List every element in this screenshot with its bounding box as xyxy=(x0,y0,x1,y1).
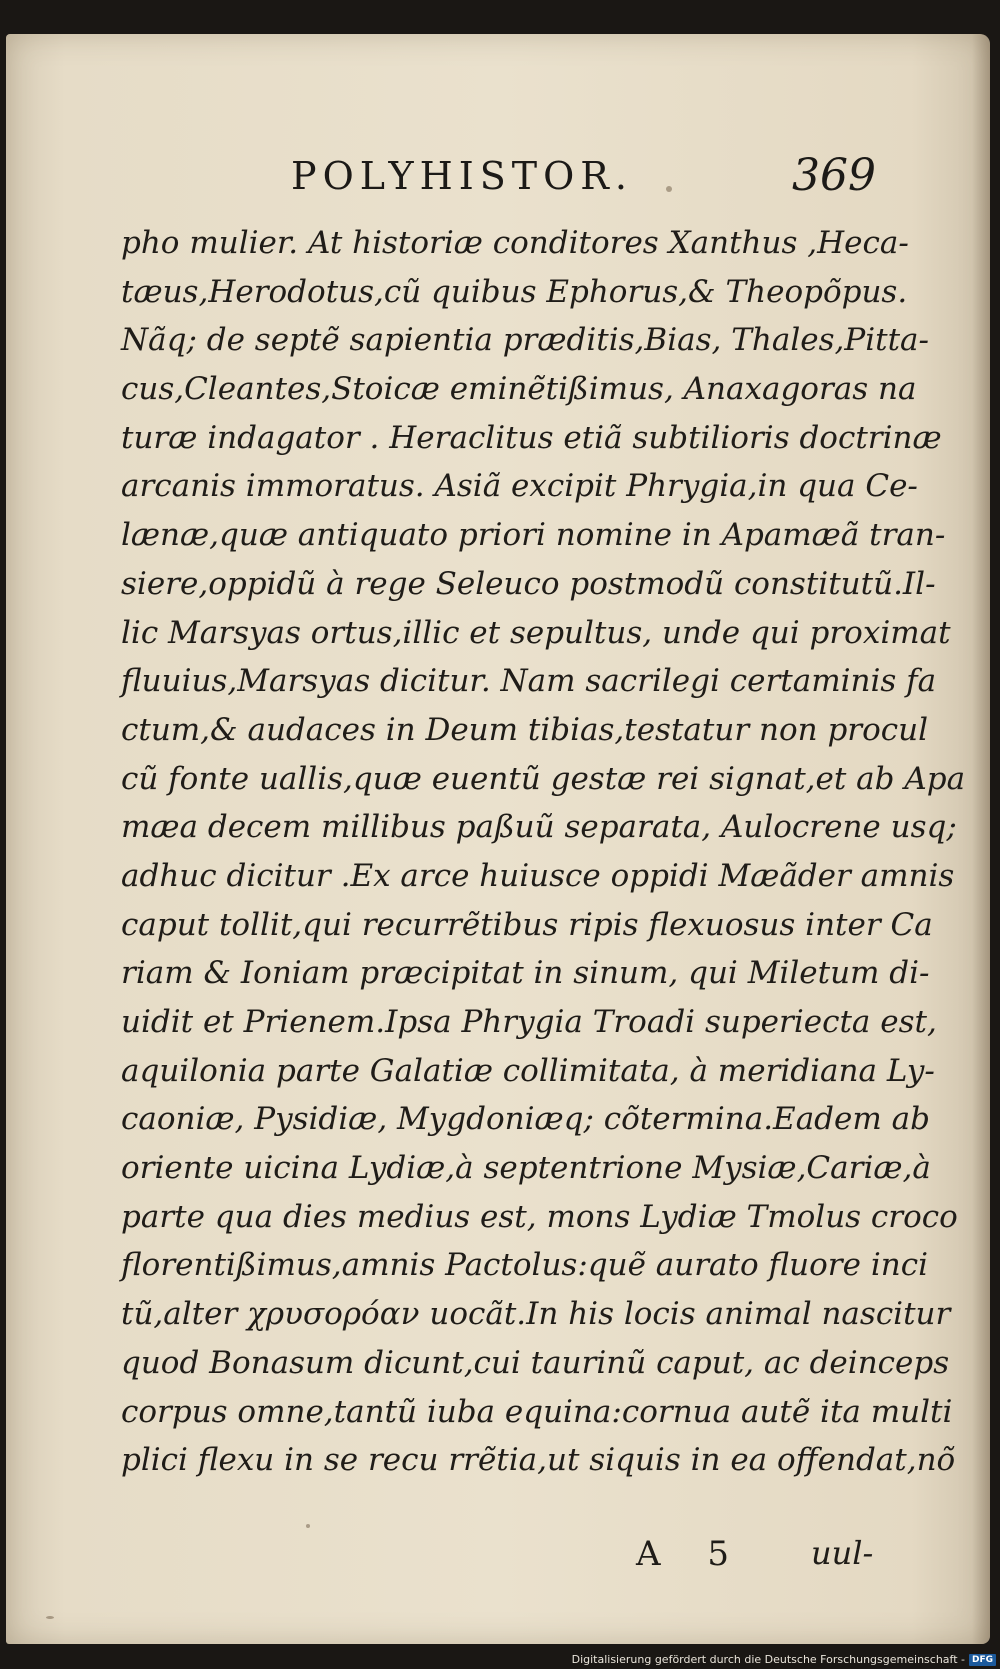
text-line: parte qua dies medius est, mons Lydiæ Tmolus croco xyxy=(121,1198,958,1235)
text-line: pho mulier. At historiæ conditores Xanthus ,Heca- xyxy=(121,225,909,261)
text-line: arcanis immoratus. Asiã excipit Phrygia,in qua Ce- xyxy=(121,468,918,505)
text-line: tæus,Herodotus,cũ quibus Ephorus,& Theopõpus. xyxy=(121,273,908,310)
text-line: turæ indagator . Heraclitus etiã subtilioris doctrinæ xyxy=(121,419,942,456)
digitization-footer xyxy=(560,1650,1000,1669)
text-line: caput tollit,qui recurrẽtibus ripis flexuosus inter Ca xyxy=(121,906,933,943)
text-line: florentißimus,amnis Pactolus:quẽ aurato fluore inci xyxy=(121,1247,928,1284)
text-line: oriente uicina Lydiæ,à septentrione Mysiæ,Cariæ,à xyxy=(121,1150,931,1187)
page-number: 369 xyxy=(792,150,876,201)
text-line: Nãq; de septẽ sapientia præditis,Bias, Thales,Pitta- xyxy=(121,322,929,359)
paper-speck xyxy=(46,1616,54,1619)
running-title: POLYHISTOR. xyxy=(291,154,633,198)
text-line: plici flexu in se recu rrẽtia,ut siquis in ea offendat,nõ xyxy=(121,1442,956,1479)
catchline xyxy=(6,1534,990,1594)
text-line: lic Marsyas ortus,illic et sepultus, unde qui proximat xyxy=(121,614,951,651)
text-line: cus,Cleantes,Stoicæ eminẽtißimus, Anaxagoras na xyxy=(121,371,917,408)
text-line: riam & Ioniam præcipitat in sinum, qui Miletum di- xyxy=(121,955,930,992)
dfg-logo-icon: DFG xyxy=(969,1654,996,1666)
text-line: tũ,alter χρυσορόαν uocãt.In his locis animal nascitur xyxy=(121,1296,951,1333)
body-text xyxy=(121,219,966,1485)
signature-mark: A 5 xyxy=(636,1534,747,1574)
text-line: mæa decem millibus paßuũ separata, Aulocrene usq; xyxy=(121,809,957,846)
text-line: caoniæ, Pysidiæ, Mygdoniæq; cõtermina.Eadem ab xyxy=(121,1101,930,1138)
text-line: quod Bonasum dicunt,cui taurinũ caput, ac deinceps xyxy=(121,1344,950,1381)
text-line: uidit et Prienem.Ipsa Phrygia Troadi superiecta est, xyxy=(121,1004,937,1040)
text-line: corpus omne,tantũ iuba equina:cornua autẽ ita multi xyxy=(121,1393,953,1430)
text-line: fluuius,Marsyas dicitur. Nam sacrilegi certaminis fa xyxy=(121,663,937,700)
text-line: adhuc dicitur .Ex arce huiusce oppidi Mæãder amnis xyxy=(121,857,955,894)
paper-speck xyxy=(666,186,672,192)
book-page xyxy=(6,34,990,1644)
text-line: lænæ,quæ antiquato priori nomine in Apamæã tran- xyxy=(121,517,946,554)
paper-speck xyxy=(306,1524,310,1528)
funding-credit: Digitalisierung gefördert durch die Deutsche Forschungsgemeinschaft - xyxy=(571,1653,965,1666)
page-edge-shadow xyxy=(972,34,990,1644)
text-line: cũ fonte uallis,quæ euentũ gestæ rei signat,et ab Apa xyxy=(121,760,966,797)
text-line: ctum,& audaces in Deum tibias,testatur non procul xyxy=(121,711,929,748)
catchword: uul- xyxy=(811,1534,874,1572)
text-line: aquilonia parte Galatiæ collimitata, à meridiana Ly- xyxy=(121,1052,935,1089)
text-line: siere,oppidũ à rege Seleuco postmodũ constitutũ.Il- xyxy=(121,565,936,602)
page-header xyxy=(6,134,990,204)
